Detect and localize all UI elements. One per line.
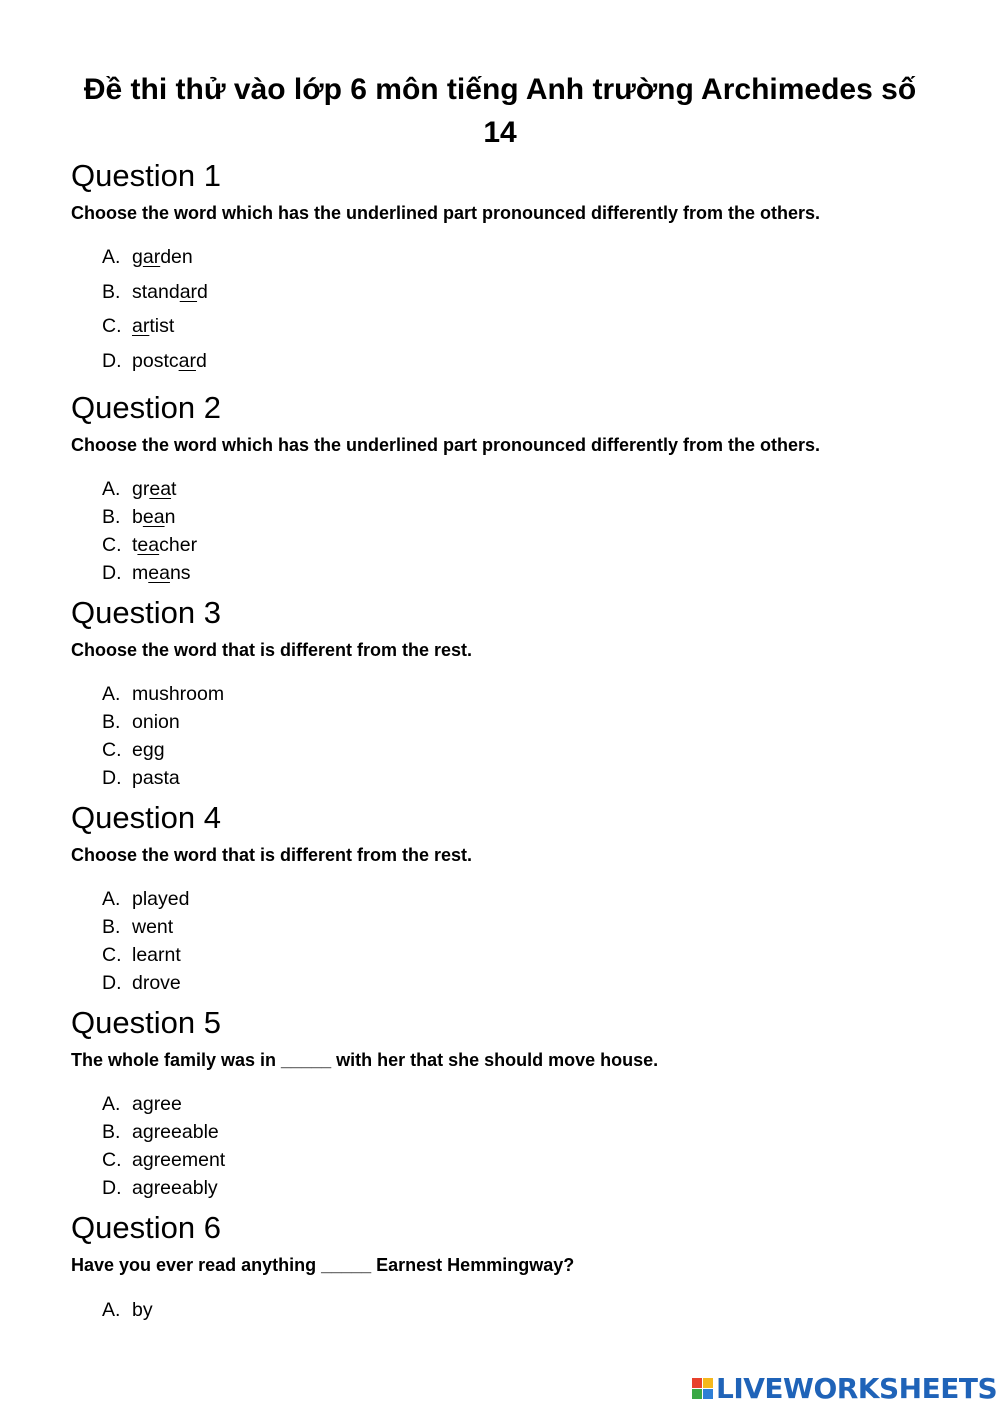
option-text-pre: g	[132, 246, 143, 268]
option-text: egg	[132, 739, 165, 761]
option-text: by	[132, 1299, 153, 1321]
question-6-heading: Question 6	[71, 1210, 221, 1245]
option-text-pre: gr	[132, 478, 150, 500]
question-1-prompt: Choose the word which has the underlined part pronounced differently from the others.	[71, 203, 821, 223]
option-underlined-part: ea	[148, 562, 170, 584]
option-letter: A.	[102, 1299, 121, 1321]
question-5-option-a[interactable]	[102, 1092, 182, 1116]
question-4-option-c[interactable]	[102, 943, 181, 967]
option-text: played	[132, 888, 190, 910]
question-2-option-d[interactable]	[102, 561, 191, 585]
question-4-heading: Question 4	[71, 800, 221, 835]
liveworksheets-logo[interactable]	[692, 1371, 997, 1405]
question-6-option-a[interactable]	[102, 1298, 153, 1322]
option-underlined-part: ea	[142, 506, 165, 528]
logo-text: LIVEWORKSHEETS	[716, 1371, 998, 1405]
option-letter: D.	[102, 767, 122, 789]
question-3-option-a[interactable]	[102, 682, 224, 706]
option-underlined-part: ea	[137, 534, 160, 556]
option-underlined-part: ar	[179, 281, 198, 303]
option-text-post: n	[164, 506, 176, 528]
page-title: Đề thi thử vào lớp 6 môn tiếng Anh trường Archimedes số 14	[83, 73, 917, 149]
question-1-option-c[interactable]	[102, 314, 174, 338]
option-text-pre: b	[132, 506, 143, 528]
question-4-option-a[interactable]	[102, 887, 189, 911]
question-1-heading: Question 1	[71, 158, 221, 193]
option-letter: D.	[102, 562, 122, 584]
liveworksheets-logo-icon	[692, 1378, 713, 1399]
option-text: went	[132, 916, 174, 938]
option-text: drove	[132, 972, 181, 994]
option-text-post: tist	[149, 315, 175, 337]
question-3-option-d[interactable]	[102, 766, 180, 790]
option-letter: A.	[102, 888, 121, 910]
question-1-option-d[interactable]	[102, 349, 207, 373]
option-letter: C.	[102, 1149, 122, 1171]
option-text: agree	[132, 1093, 182, 1115]
option-letter: B.	[102, 711, 121, 733]
option-letter: A.	[102, 478, 121, 500]
option-underlined-part: ar	[178, 350, 196, 372]
question-3-option-c[interactable]	[102, 738, 165, 762]
option-text-post: t	[171, 478, 177, 500]
option-letter: A.	[102, 1093, 121, 1115]
question-2-option-a[interactable]	[102, 477, 176, 501]
option-letter: A.	[102, 246, 121, 268]
question-3-option-b[interactable]	[102, 710, 180, 734]
option-letter: C.	[102, 534, 122, 556]
option-text: agreeable	[132, 1121, 219, 1143]
option-letter: C.	[102, 315, 122, 337]
option-text: learnt	[132, 944, 181, 966]
question-4-prompt: Choose the word that is different from the rest.	[71, 845, 473, 865]
option-text: mushroom	[132, 683, 225, 705]
option-letter: B.	[102, 916, 121, 938]
question-5-option-c[interactable]	[102, 1148, 225, 1172]
option-text-pre: stand	[132, 281, 180, 303]
option-text: agreeably	[132, 1177, 218, 1199]
question-2-option-b[interactable]	[102, 505, 175, 529]
option-letter: D.	[102, 972, 122, 994]
option-text-post: den	[160, 246, 193, 268]
question-1-option-a[interactable]	[102, 245, 193, 269]
question-1-option-b[interactable]	[102, 280, 208, 304]
option-letter: A.	[102, 683, 121, 705]
option-letter: B.	[102, 1121, 121, 1143]
option-text-post: ns	[169, 562, 191, 584]
option-text-pre: t	[132, 534, 138, 556]
option-letter: D.	[102, 1177, 122, 1199]
question-2-prompt: Choose the word which has the underlined part pronounced differently from the others.	[71, 435, 821, 455]
option-letter: C.	[102, 944, 122, 966]
option-text: onion	[132, 711, 180, 733]
option-underlined-part: ar	[132, 315, 150, 337]
question-2-heading: Question 2	[71, 390, 221, 425]
option-letter: B.	[102, 281, 121, 303]
option-letter: D.	[102, 350, 122, 372]
question-4-option-d[interactable]	[102, 971, 181, 995]
question-4-option-b[interactable]	[102, 915, 173, 939]
option-text: pasta	[132, 767, 180, 789]
question-3-prompt: Choose the word that is different from the rest.	[71, 640, 473, 660]
option-text-post: d	[197, 281, 208, 303]
question-5-heading: Question 5	[71, 1005, 221, 1040]
question-2-option-c[interactable]	[102, 533, 197, 557]
option-text: agreement	[132, 1149, 226, 1171]
question-5-option-d[interactable]	[102, 1176, 218, 1200]
question-3-heading: Question 3	[71, 595, 221, 630]
option-text-post: d	[195, 350, 207, 372]
option-underlined-part: ea	[149, 478, 172, 500]
question-5-prompt: The whole family was in _____ with her that she should move house.	[71, 1050, 659, 1070]
question-6-prompt: Have you ever read anything _____ Earnest Hemmingway?	[71, 1255, 575, 1275]
option-letter: B.	[102, 506, 121, 528]
question-5-option-b[interactable]	[102, 1120, 219, 1144]
option-letter: C.	[102, 739, 122, 761]
option-text-pre: postc	[132, 350, 179, 372]
option-text-post: cher	[159, 534, 198, 556]
option-text-pre: m	[132, 562, 149, 584]
option-underlined-part: ar	[142, 246, 161, 268]
